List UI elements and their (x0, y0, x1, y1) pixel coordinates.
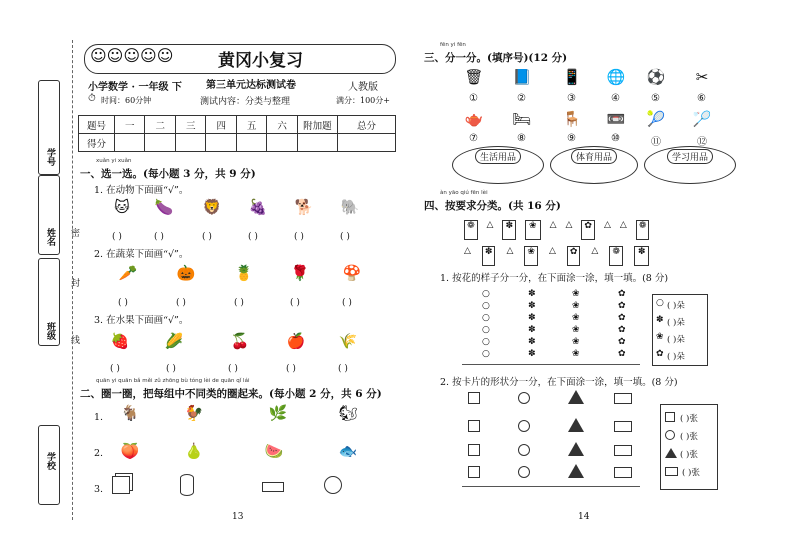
eggplant-icon: 🍆 (154, 198, 174, 216)
flower-ans-icon-3: ❀ (656, 332, 664, 342)
shape-ans-3[interactable]: ( )张 (680, 450, 698, 460)
q1-pinyin: xuǎn yi xuǎn (96, 158, 132, 164)
q2-row-1: 1. (94, 412, 104, 423)
q1-1-ans-4[interactable]: ( ) (248, 232, 258, 242)
clock-icon: ⏱ (88, 93, 96, 104)
circle-4 (518, 466, 530, 478)
item-num-5: ⑤ (651, 93, 660, 104)
square-2 (468, 420, 480, 432)
td-score-8[interactable] (337, 134, 395, 152)
q1-1-ans-1[interactable]: ( ) (112, 232, 122, 242)
trash-can-icon: 🗑 (464, 68, 484, 86)
rect-2 (614, 421, 632, 432)
square-4 (468, 466, 480, 478)
cut-mark-1: 密 (69, 228, 79, 237)
q1-part1: 1. 在动物下面画“√”。 (94, 185, 189, 196)
item-num-4: ④ (611, 93, 620, 104)
tape-icon: 📼 (606, 110, 626, 128)
q1-3-ans-3[interactable]: ( ) (228, 364, 238, 374)
q4-part1: 1. 按花的样子分一分，在下面涂一涂，填一填。(8 分) (440, 273, 669, 284)
item-num-9: ⑨ (567, 133, 576, 144)
category-daily-goods[interactable] (452, 146, 544, 184)
q1-3-ans-5[interactable]: ( ) (338, 364, 348, 374)
q4-part2: 2. 按卡片的形状分一分，在下面涂一涂，填一填。(8 分) (440, 377, 678, 388)
cylinder-shape (180, 474, 194, 496)
plant-icon: 🌿 (268, 404, 288, 422)
item-num-12: ⑫ (697, 137, 707, 148)
bed-icon: 🛏 (512, 110, 532, 128)
apple-icon: 🍎 (286, 332, 306, 350)
q3-pinyin: fēn yi fēn (440, 42, 466, 48)
q1-2-ans-1[interactable]: ( ) (118, 298, 128, 308)
td-score-6[interactable] (267, 134, 297, 152)
flower-ans-icon-2: ✽ (656, 315, 664, 325)
time-label: 时间：60分钟 (101, 96, 152, 105)
category-sports-label: 体育用品 (571, 149, 617, 164)
item-num-7: ⑦ (469, 133, 478, 144)
q1-1-ans-6[interactable]: ( ) (340, 232, 350, 242)
q4-pinyin: àn yāo qiú fēn lèi (440, 190, 488, 196)
square-1 (468, 392, 480, 404)
cat-icon: 🐱 (114, 198, 130, 216)
th-3: 三 (175, 116, 205, 134)
chair-icon: 🪑 (562, 110, 582, 128)
soccer-ball-icon: ⚽ (646, 68, 666, 86)
kettle-icon: 🫖 (464, 110, 484, 128)
flower-ans-2[interactable]: ( )朵 (667, 318, 685, 328)
wheat-icon: 🌾 (338, 332, 358, 350)
elephant-icon: 🐘 (340, 198, 360, 216)
book-icon: 📘 (512, 68, 532, 86)
pumpkin-icon: 🎃 (176, 264, 196, 282)
triangle-3 (568, 442, 584, 456)
cherry-icon: 🍒 (230, 332, 250, 350)
q2-title: 二、圈一圈，把每组中不同类的圈起来。(每小题 2 分，共 6 分) (80, 388, 382, 400)
content-label: 测试内容：分类与整理 (200, 97, 291, 107)
racket-icon: 🏸 (692, 110, 712, 128)
th-0: 题号 (79, 116, 115, 134)
q2-pinyin: quān yi quān bǎ měi zǔ zhōng bù tóng lèi de quān qǐ lái (96, 378, 250, 384)
item-num-10: ⑩ (611, 133, 620, 144)
corn-icon: 🌽 (164, 332, 184, 350)
rect-4 (614, 467, 632, 478)
th-8: 总分 (337, 116, 395, 134)
item-num-3: ③ (567, 93, 576, 104)
full-score-label: 满分：100分+ (336, 96, 390, 105)
q1-3-ans-1[interactable]: ( ) (110, 364, 120, 374)
q1-2-ans-5[interactable]: ( ) (342, 298, 352, 308)
circle-3 (518, 444, 530, 456)
shape-ans-2[interactable]: ( )张 (680, 432, 698, 442)
q1-1-ans-2[interactable]: ( ) (154, 232, 164, 242)
squirrel-icon: 🐿 (338, 404, 358, 422)
ball-shape (324, 476, 342, 494)
shape-ans-icon-2 (665, 430, 675, 440)
flower-ans-3[interactable]: ( )朵 (667, 335, 685, 345)
item-num-2: ② (517, 93, 526, 104)
circle-2 (518, 420, 530, 432)
flower-ans-icon-4: ✿ (656, 349, 664, 359)
flower-ans-icon-1: ○ (656, 298, 664, 308)
label-name: 姓名 (45, 228, 55, 246)
subject-label: 小学数学 · 一年级 下 (88, 82, 182, 93)
q4-title: 四、按要求分类。(共 16 分) (424, 200, 561, 212)
tennis-ball-icon: 🎾 (646, 110, 666, 128)
q1-2-ans-2[interactable]: ( ) (176, 298, 186, 308)
category-study-goods[interactable] (644, 146, 736, 184)
item-num-1: ① (469, 93, 478, 104)
mushroom-icon: 🍄 (342, 264, 362, 282)
rectangle-shape (262, 482, 284, 492)
q1-1-ans-5[interactable]: ( ) (294, 232, 304, 242)
grapes-icon: 🍇 (248, 198, 268, 216)
q2-row-3: 3. (94, 484, 104, 495)
th-4: 四 (206, 116, 236, 134)
globe-icon: 🌐 (606, 68, 626, 86)
th-6: 六 (267, 116, 297, 134)
shape-ans-icon-3 (665, 448, 677, 458)
cut-mark-3: 线 (69, 335, 79, 344)
rect-3 (614, 445, 632, 456)
pineapple-icon: 🍍 (234, 264, 254, 282)
td-score-2[interactable] (145, 134, 175, 152)
score-table (78, 115, 396, 152)
q1-3-ans-4[interactable]: ( ) (286, 364, 296, 374)
category-daily-label: 生活用品 (475, 149, 521, 164)
edition-label: 人教版 (348, 82, 378, 93)
q1-title: 一、选一选。(每小题 3 分，共 9 分) (80, 168, 256, 180)
category-sports-goods[interactable] (550, 146, 638, 184)
q1-part3: 3. 在水果下面画“√”。 (94, 315, 189, 326)
dog-icon: 🐕 (294, 198, 314, 216)
td-score-5[interactable] (236, 134, 266, 152)
shape-chart-baseline (462, 486, 640, 487)
td-score-1[interactable] (115, 134, 145, 152)
td-score-3[interactable] (175, 134, 205, 152)
td-score-4[interactable] (206, 134, 236, 152)
shape-ans-1[interactable]: ( )张 (680, 414, 698, 424)
goat-icon: 🐐 (120, 404, 140, 422)
q1-part2: 2. 在蔬菜下面画“√”。 (94, 249, 189, 260)
fish-icon: 🐟 (338, 442, 358, 460)
th-2: 二 (145, 116, 175, 134)
brand-logo: 黄冈小复习 (218, 51, 303, 71)
q1-3-ans-2[interactable]: ( ) (166, 364, 176, 374)
item-num-6: ⑥ (697, 93, 706, 104)
page-number-left: 13 (232, 512, 244, 522)
q3-title: 三、分一分。(填序号)(12 分) (424, 52, 568, 64)
carrot-icon: 🥕 (118, 264, 138, 282)
rose-icon: 🌹 (290, 264, 310, 282)
cube-shape (112, 476, 130, 494)
item-num-8: ⑧ (517, 133, 526, 144)
flower-chart-baseline (462, 364, 640, 365)
phone-icon: 📱 (562, 68, 582, 86)
item-num-11: ⑪ (651, 137, 661, 148)
td-score-label: 得分 (79, 134, 115, 152)
circle-1 (518, 392, 530, 404)
scissors-icon: ✂ (695, 68, 709, 86)
category-study-label: 学习用品 (667, 149, 713, 164)
flower-chart: ○ ○ ○ ○ ○ ○ ✽ ✽ ✽ ✽ ✽ ✽ ❀ ❀ ❀ ❀ ❀ ❀ ✿ ✿ ✿ ✿ ✿ ✿ (482, 289, 626, 359)
flower-ans-1[interactable]: ( )朵 (667, 301, 685, 311)
label-class: 班级 (45, 322, 55, 340)
strawberry-icon: 🍓 (110, 332, 130, 350)
peach-icon: 🍑 (120, 442, 140, 460)
q1-2-ans-4[interactable]: ( ) (290, 298, 300, 308)
triangle-4 (568, 464, 584, 478)
exam-title: 第三单元达标测试卷 (206, 80, 296, 91)
lion-icon: 🦁 (202, 198, 222, 216)
shape-ans-icon-1 (665, 412, 675, 422)
pear-icon: 🍐 (184, 442, 204, 460)
flower-cards-row2: △ ✽ △ ❀ △ ✿ △ ❁ ✽ (464, 246, 714, 266)
binding-dashed-line (72, 40, 73, 520)
label-school: 学校 (45, 452, 55, 470)
label-student-id: 学号 (45, 148, 55, 166)
shape-ans-icon-4 (665, 467, 678, 476)
square-3 (468, 444, 480, 456)
rect-1 (614, 393, 632, 404)
flower-ans-4[interactable]: ( )朵 (667, 352, 685, 362)
td-score-7[interactable] (297, 134, 337, 152)
th-7: 附加题 (297, 116, 337, 134)
watermelon-icon: 🍉 (264, 442, 284, 460)
q1-1-ans-3[interactable]: ( ) (202, 232, 212, 242)
th-1: 一 (115, 116, 145, 134)
cut-mark-2: 封 (69, 278, 79, 287)
q2-row-2: 2. (94, 448, 104, 459)
triangle-2 (568, 418, 584, 432)
rooster-icon: 🐓 (184, 404, 204, 422)
q1-2-ans-3[interactable]: ( ) (234, 298, 244, 308)
shape-ans-4[interactable]: ( )张 (682, 468, 700, 478)
flower-cards: ❁ △ ✽ ❀ △ △ ✿ △ △ ❁ (464, 220, 714, 240)
triangle-1 (568, 390, 584, 404)
th-5: 五 (236, 116, 266, 134)
kids-illustration: ☺☺☺☺☺ (90, 46, 174, 65)
page-number-right: 14 (578, 512, 590, 522)
